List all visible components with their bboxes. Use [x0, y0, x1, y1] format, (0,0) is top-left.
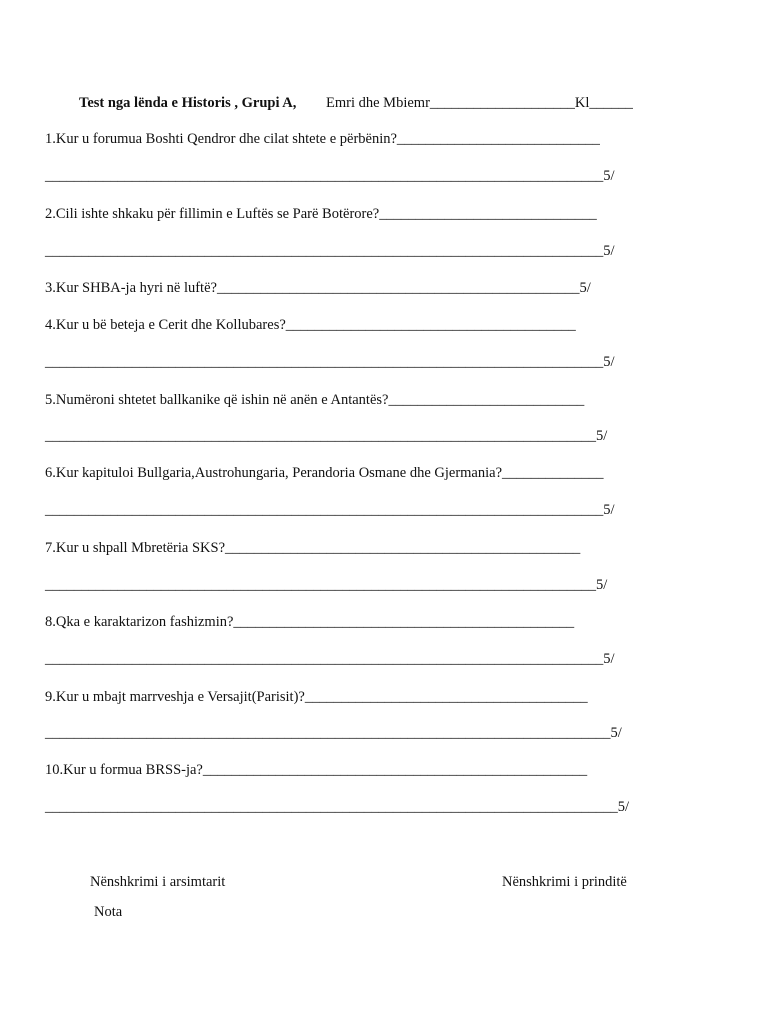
answer-line-8[interactable]: _____________________________________________________________________________5/ — [45, 651, 615, 667]
question-10[interactable]: 10.Kur u formua BRSS-ja?_____________________________________________________ — [45, 762, 588, 778]
question-5[interactable]: 5.Numëroni shtetet ballkanike që ishin në anën e Antantës?___________________________ — [45, 392, 585, 408]
question-8[interactable]: 8.Qka e karaktarizon fashizmin?_______________________________________________ — [45, 614, 575, 630]
question-7[interactable]: 7.Kur u shpall Mbretëria SKS?_________________________________________________ — [45, 540, 581, 556]
parent-signature-label: Nënshkrimi i prinditë — [502, 874, 627, 890]
grade-label: Nota — [94, 904, 123, 920]
question-2[interactable]: 2.Cili ishte shkaku për fillimin e Luftës se Parë Botërore?______________________________ — [45, 206, 597, 222]
answer-line-6[interactable]: _____________________________________________________________________________5/ — [45, 502, 615, 518]
answer-line-7[interactable]: ____________________________________________________________________________5/ — [45, 577, 608, 593]
name-class-field[interactable]: Emri dhe Mbiemr____________________Kl______ — [326, 95, 633, 111]
question-6[interactable]: 6.Kur kapituloi Bullgaria,Austrohungaria, Perandoria Osmane dhe Gjermania?______________ — [45, 465, 604, 481]
test-title: Test nga lënda e Historis , Grupi A, — [79, 95, 297, 111]
answer-line-4[interactable]: _____________________________________________________________________________5/ — [45, 354, 615, 370]
answer-line-5[interactable]: ____________________________________________________________________________5/ — [45, 428, 608, 444]
answer-line-9[interactable]: ______________________________________________________________________________5/ — [45, 725, 622, 741]
answer-line-1[interactable]: _____________________________________________________________________________5/ — [45, 168, 615, 184]
answer-line-2[interactable]: _____________________________________________________________________________5/ — [45, 243, 615, 259]
teacher-signature-label: Nënshkrimi i arsimtarit — [90, 874, 226, 890]
answer-line-10[interactable]: _______________________________________________________________________________5/ — [45, 799, 630, 815]
question-4[interactable]: 4.Kur u bë beteja e Cerit dhe Kollubares?________________________________________ — [45, 317, 576, 333]
question-3[interactable]: 3.Kur SHBA-ja hyri në luftë?__________________________________________________5/ — [45, 280, 591, 296]
question-9[interactable]: 9.Kur u mbajt marrveshja e Versajit(Parisit)?_______________________________________ — [45, 689, 588, 705]
question-1[interactable]: 1.Kur u forumua Boshti Qendror dhe cilat shtete e përbënin?____________________________ — [45, 131, 600, 147]
